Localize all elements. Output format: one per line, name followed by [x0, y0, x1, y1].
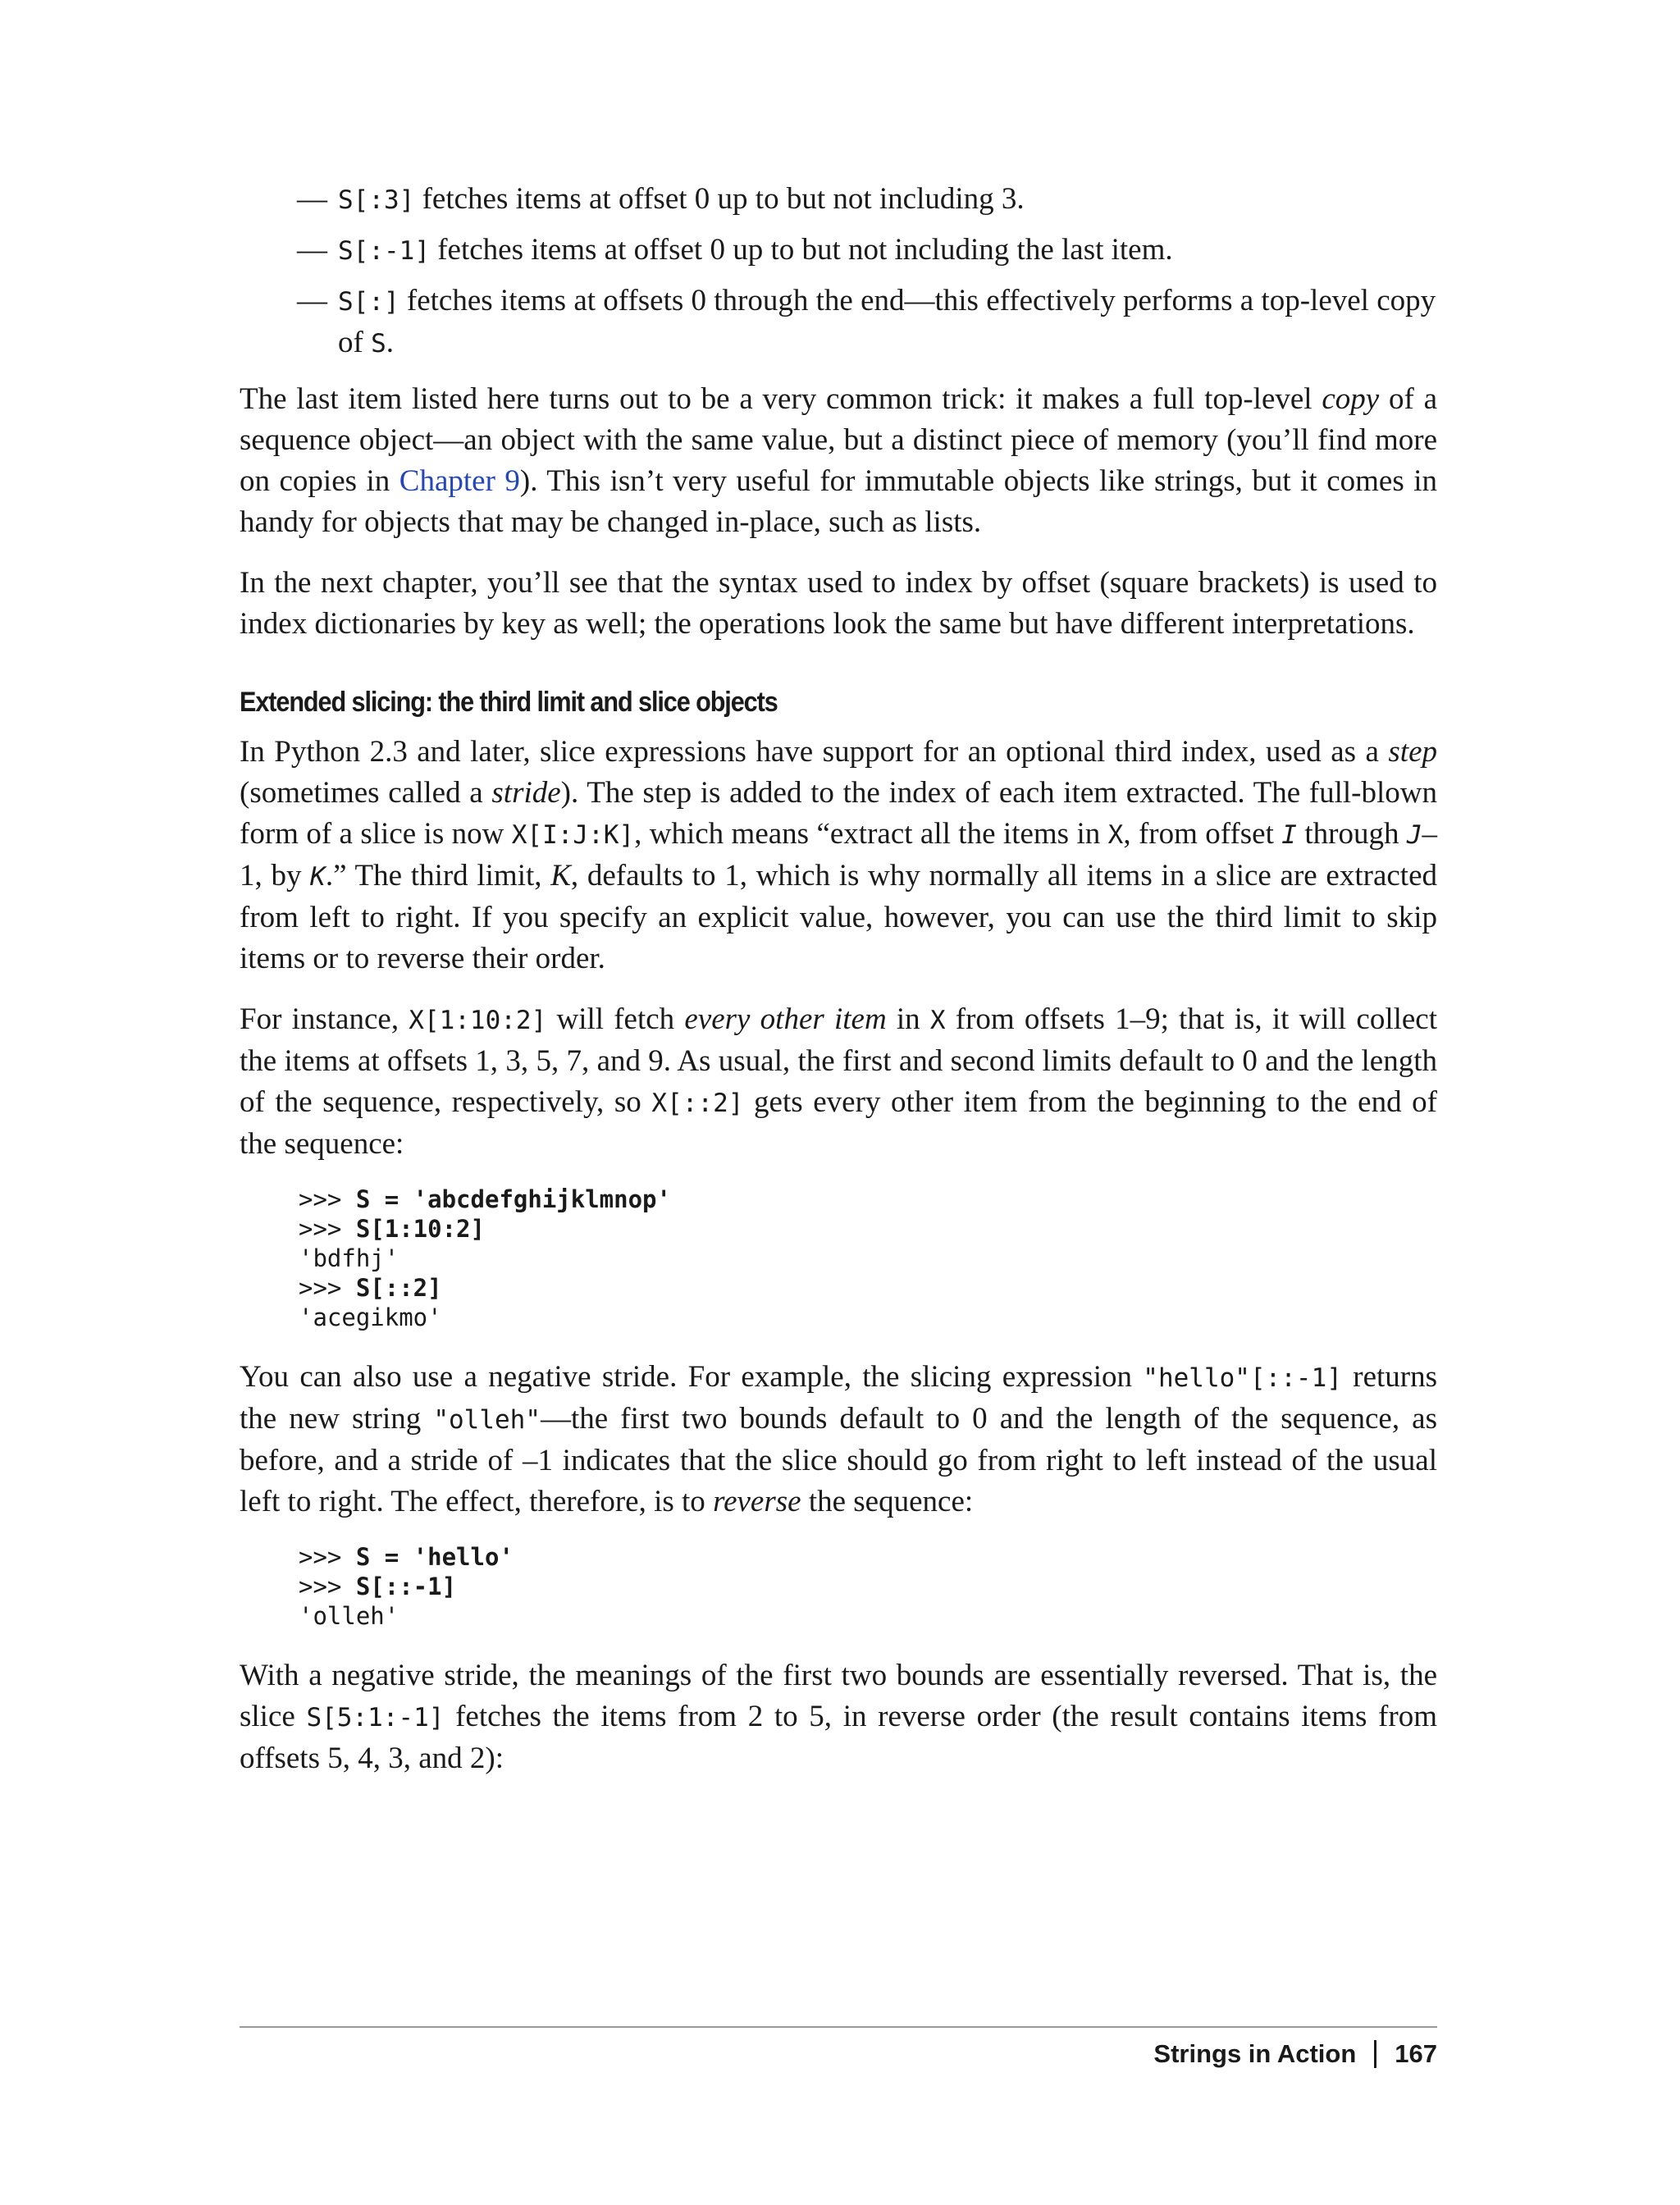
paragraph-reversed-bounds: With a negative stride, the meanings of the first two bounds are essentially reversed. That is, the slice S[5:1:-1] fetches the items from 2 to 5, in reverse order (the result contains items from offsets 5, 4, 3, and 2): — [240, 1659, 1437, 1775]
bullet-text: fetches items at offsets 0 through the end—this effectively performs a top-level copy of — [338, 284, 1436, 359]
page-content — [240, 179, 1437, 1799]
bullet-text: . — [386, 326, 394, 359]
inline-code: K — [310, 862, 326, 892]
code-block: >>> S = 'abcdefghijklmnop' >>> S[1:10:2] 'bdfhj' >>> S[::2] 'acegikmo' — [299, 1185, 671, 1331]
page-footer — [1153, 2039, 1437, 2069]
inline-code: S[:] — [338, 287, 399, 317]
code-block: >>> S = 'hello' >>> S[::-1] 'olleh' — [299, 1543, 514, 1630]
paragraph-copy-trick: The last item listed here turns out to be a very common trick: it makes a full top-level copy of a sequence object—an object with the same value, but a distinct piece of memory (you’ll find more on copies in Chapter 9). This isn’t very useful for immutable objects like strings, but it comes in handy for objects that may be changed in-place, such as lists. — [240, 382, 1438, 539]
inline-code: S — [371, 329, 386, 358]
dash-marker: — — [297, 284, 327, 317]
inline-code: X[I:J:K] — [511, 820, 635, 850]
paragraph-step: In Python 2.3 and later, slice expressions have support for an optional third index, used as a step (sometimes called a stride). The step is added to the index of each item extracted. The full-blown form of a slice is now X[I:J:K], which means “extract all the items in X, from offset I through J–1, by K.” The third limit, K, defaults to 1, which is why normally all items in a slice are extracted from left to right. If you specify an explicit value, however, you can use the third limit to skip items or to reverse their order. — [240, 735, 1438, 975]
bullet-list — [240, 179, 1437, 364]
inline-code: X — [929, 1006, 946, 1035]
bullet-item — [297, 179, 1437, 221]
bullet-item — [297, 230, 1437, 272]
dash-marker: — — [297, 182, 327, 216]
inline-code: J — [1406, 820, 1422, 850]
inline-code: I — [1281, 820, 1297, 850]
bullet-text: fetches items at offset 0 up to but not including the last item. — [429, 233, 1173, 267]
page-number: 167 — [1395, 2039, 1437, 2068]
inline-code: S[5:1:-1] — [306, 1703, 445, 1732]
inline-code: X — [1107, 820, 1124, 850]
dash-marker: — — [297, 233, 327, 267]
inline-code: X[1:10:2] — [409, 1006, 547, 1035]
inline-code: S[:3] — [338, 185, 415, 215]
paragraph-negative-stride: You can also use a negative stride. For example, the slicing expression "hello"[::-1] returns the new string "olleh"—the first two bounds default to 0 and the length of the sequence, as before, and a stride of –1 indicates that the slice should go from right to left instead of the usual left to right. The effect, therefore, is to reverse the sequence: — [240, 1360, 1438, 1518]
inline-code: X[::2] — [651, 1089, 744, 1118]
section-heading: Extended slicing: the third limit and slice objects — [240, 687, 778, 718]
running-section-title: Strings in Action — [1153, 2039, 1357, 2068]
inline-code: "hello"[::-1] — [1143, 1363, 1342, 1393]
inline-code: "olleh" — [433, 1405, 541, 1435]
footer-separator — [1374, 2040, 1376, 2068]
paragraph-next-chapter: In the next chapter, you’ll see that the syntax used to index by offset (square brackets) is used to index dictionaries by key as well; the operations look the same but have different interpretations. — [240, 566, 1437, 641]
bullet-text: fetches items at offset 0 up to but not including 3. — [414, 182, 1025, 216]
chapter-link[interactable]: Chapter 9 — [399, 464, 520, 498]
inline-code: S[:-1] — [338, 236, 430, 266]
bullet-item — [297, 281, 1437, 364]
paragraph-instance: For instance, X[1:10:2] will fetch every other item in X from offsets 1–9; that is, it will collect the items at offsets 1, 3, 5, 7, and 9. As usual, the first and second limits default to 0 and the length of the sequence, respectively, so X[::2] gets every other item from the beginning to the end of the sequence: — [240, 1002, 1438, 1161]
footer-rule — [240, 2026, 1437, 2028]
